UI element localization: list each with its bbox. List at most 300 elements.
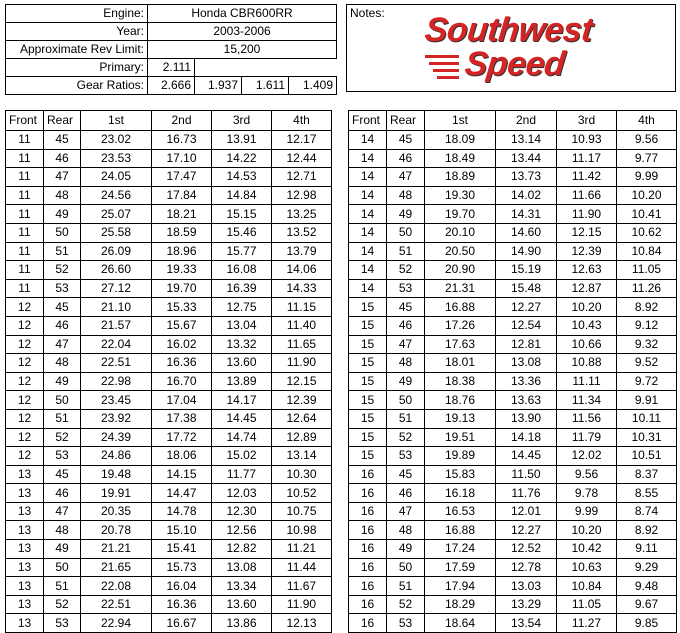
- table-cell: 52: [44, 428, 81, 447]
- table-cell: 53: [44, 447, 81, 466]
- table-cell: 13.14: [496, 131, 557, 150]
- right-header-row: [349, 111, 677, 131]
- table-cell: 52: [44, 261, 81, 280]
- table-cell: 11.77: [212, 465, 272, 484]
- table-cell: 9.85: [617, 614, 677, 633]
- table-cell: 48: [387, 354, 425, 373]
- table-cell: 26.60: [81, 261, 152, 280]
- table-cell: 11.05: [557, 595, 617, 614]
- table-row: [6, 428, 332, 447]
- table-cell: 11.40: [272, 316, 332, 335]
- table-cell: 11.34: [557, 391, 617, 410]
- table-row: [349, 223, 677, 242]
- table-row: [6, 540, 332, 559]
- table-cell: 11: [6, 149, 44, 168]
- table-row: [6, 372, 332, 391]
- table-cell: 15: [349, 447, 387, 466]
- table-cell: 21.21: [81, 540, 152, 559]
- table-cell: 16.36: [152, 354, 212, 373]
- table-cell: 49: [44, 205, 81, 224]
- table-cell: 13.08: [496, 354, 557, 373]
- table-row: [349, 261, 677, 280]
- table-cell: 13.29: [496, 595, 557, 614]
- table-cell: 47: [44, 168, 81, 187]
- table-cell: 17.84: [152, 186, 212, 205]
- table-cell: 51: [44, 242, 81, 261]
- table-cell: 12.56: [212, 521, 272, 540]
- table-cell: 14: [349, 279, 387, 298]
- table-cell: 46: [387, 149, 425, 168]
- table-cell: 46: [44, 484, 81, 503]
- table-cell: 9.67: [617, 595, 677, 614]
- southwest-speed-logo: [425, 13, 625, 89]
- table-cell: 10.43: [557, 316, 617, 335]
- table-cell: 13.03: [496, 577, 557, 596]
- table-cell: 52: [44, 595, 81, 614]
- table-cell: 18.38: [425, 372, 496, 391]
- table-row: [6, 186, 332, 205]
- table-cell: 50: [44, 558, 81, 577]
- table-cell: 13.86: [212, 614, 272, 633]
- table-cell: 9.77: [617, 149, 677, 168]
- table-cell: 12: [6, 298, 44, 317]
- table-cell: 52: [387, 261, 425, 280]
- table-cell: 15.77: [212, 242, 272, 261]
- table-row: [6, 149, 332, 168]
- table-cell: 45: [44, 298, 81, 317]
- table-cell: 12.03: [212, 484, 272, 503]
- table-cell: 22.94: [81, 614, 152, 633]
- table-cell: 11: [6, 279, 44, 298]
- table-cell: 19.30: [425, 186, 496, 205]
- table-cell: 8.74: [617, 502, 677, 521]
- table-cell: 15: [349, 316, 387, 335]
- spacer: [289, 59, 337, 77]
- table-cell: 14.22: [212, 149, 272, 168]
- table-row: [6, 298, 332, 317]
- table-cell: 17.94: [425, 577, 496, 596]
- table-cell: 12: [6, 372, 44, 391]
- table-cell: 51: [387, 577, 425, 596]
- engine-label: Engine:: [6, 5, 148, 23]
- table-cell: 15.73: [152, 558, 212, 577]
- table-cell: 9.56: [617, 131, 677, 150]
- table-cell: 20.78: [81, 521, 152, 540]
- table-cell: 12.52: [496, 540, 557, 559]
- table-cell: 11.42: [557, 168, 617, 187]
- logo-southwest-text: Southwest: [423, 11, 595, 49]
- table-cell: 16.36: [152, 595, 212, 614]
- table-cell: 16: [349, 502, 387, 521]
- table-cell: 50: [387, 223, 425, 242]
- table-cell: 12.81: [496, 335, 557, 354]
- table-cell: 47: [44, 335, 81, 354]
- table-cell: 11.90: [272, 595, 332, 614]
- table-cell: 46: [44, 316, 81, 335]
- table-cell: 10.98: [272, 521, 332, 540]
- table-cell: 14.53: [212, 168, 272, 187]
- table-cell: 14: [349, 261, 387, 280]
- table-cell: 12.15: [272, 372, 332, 391]
- table-cell: 12.39: [557, 242, 617, 261]
- table-cell: 15.10: [152, 521, 212, 540]
- table-cell: 10.75: [272, 502, 332, 521]
- table-cell: 19.91: [81, 484, 152, 503]
- table-cell: 18.96: [152, 242, 212, 261]
- table-cell: 17.26: [425, 316, 496, 335]
- table-cell: 9.72: [617, 372, 677, 391]
- table-row: [6, 168, 332, 187]
- table-row: [349, 372, 677, 391]
- table-cell: 14.18: [496, 428, 557, 447]
- table-cell: 12.44: [272, 149, 332, 168]
- table-row: [6, 409, 332, 428]
- table-cell: 18.09: [425, 131, 496, 150]
- table-cell: 19.51: [425, 428, 496, 447]
- table-cell: 12.64: [272, 409, 332, 428]
- table-cell: 19.48: [81, 465, 152, 484]
- notes-box: [346, 4, 676, 92]
- table-cell: 15.19: [496, 261, 557, 280]
- table-cell: 12: [6, 409, 44, 428]
- table-cell: 13: [6, 614, 44, 633]
- table-cell: 14.60: [496, 223, 557, 242]
- table-cell: 13.90: [496, 409, 557, 428]
- column-header: 1st: [425, 111, 496, 131]
- table-cell: 13.63: [496, 391, 557, 410]
- table-cell: 15: [349, 298, 387, 317]
- table-cell: 14.31: [496, 205, 557, 224]
- table-cell: 17.24: [425, 540, 496, 559]
- table-cell: 17.04: [152, 391, 212, 410]
- table-cell: 10.52: [272, 484, 332, 503]
- table-cell: 10.66: [557, 335, 617, 354]
- table-cell: 10.84: [557, 577, 617, 596]
- table-row: [349, 484, 677, 503]
- table-cell: 8.37: [617, 465, 677, 484]
- table-cell: 8.92: [617, 298, 677, 317]
- table-cell: 9.11: [617, 540, 677, 559]
- table-cell: 21.10: [81, 298, 152, 317]
- spacer: [195, 59, 242, 77]
- table-cell: 49: [44, 372, 81, 391]
- table-cell: 16.08: [212, 261, 272, 280]
- year-label: Year:: [6, 23, 148, 41]
- column-header: Rear: [44, 111, 81, 131]
- table-row: [349, 465, 677, 484]
- table-cell: 14.33: [272, 279, 332, 298]
- table-cell: 10.62: [617, 223, 677, 242]
- table-cell: 17.72: [152, 428, 212, 447]
- table-row: [349, 521, 677, 540]
- table-cell: 17.10: [152, 149, 212, 168]
- table-cell: 11.79: [557, 428, 617, 447]
- table-cell: 11: [6, 168, 44, 187]
- table-cell: 48: [387, 521, 425, 540]
- table-cell: 15.48: [496, 279, 557, 298]
- table-cell: 14.90: [496, 242, 557, 261]
- rev-limit-value: 15,200: [148, 41, 337, 59]
- table-cell: 16.70: [152, 372, 212, 391]
- table-cell: 12: [6, 335, 44, 354]
- table-cell: 45: [387, 131, 425, 150]
- table-cell: 13.04: [212, 316, 272, 335]
- table-cell: 9.56: [557, 465, 617, 484]
- table-cell: 12.27: [496, 298, 557, 317]
- table-cell: 11: [6, 131, 44, 150]
- table-cell: 10.20: [617, 186, 677, 205]
- gear-ratio-3: 1.611: [242, 77, 289, 95]
- table-cell: 12.71: [272, 168, 332, 187]
- table-cell: 52: [387, 595, 425, 614]
- table-cell: 16: [349, 558, 387, 577]
- table-cell: 16.88: [425, 298, 496, 317]
- table-cell: 20.10: [425, 223, 496, 242]
- table-cell: 9.78: [557, 484, 617, 503]
- table-cell: 16.73: [152, 131, 212, 150]
- table-cell: 48: [387, 186, 425, 205]
- table-cell: 13.52: [272, 223, 332, 242]
- table-cell: 23.53: [81, 149, 152, 168]
- table-cell: 15: [349, 391, 387, 410]
- spec-table: [5, 4, 337, 95]
- table-cell: 10.63: [557, 558, 617, 577]
- table-cell: 13: [6, 577, 44, 596]
- engine-value: Honda CBR600RR: [148, 5, 337, 23]
- table-row: [349, 540, 677, 559]
- table-cell: 10.30: [272, 465, 332, 484]
- table-cell: 52: [387, 428, 425, 447]
- table-cell: 14.02: [496, 186, 557, 205]
- table-cell: 19.70: [152, 279, 212, 298]
- table-cell: 10.42: [557, 540, 617, 559]
- table-cell: 13.54: [496, 614, 557, 633]
- table-cell: 16: [349, 595, 387, 614]
- table-cell: 22.04: [81, 335, 152, 354]
- table-row: [6, 484, 332, 503]
- table-cell: 46: [387, 316, 425, 335]
- table-row: [349, 409, 677, 428]
- table-cell: 16: [349, 465, 387, 484]
- table-cell: 21.57: [81, 316, 152, 335]
- table-cell: 12.82: [212, 540, 272, 559]
- table-cell: 11: [6, 223, 44, 242]
- table-cell: 18.64: [425, 614, 496, 633]
- table-cell: 19.89: [425, 447, 496, 466]
- column-header: Rear: [387, 111, 425, 131]
- column-header: Front: [6, 111, 44, 131]
- year-value: 2003-2006: [148, 23, 337, 41]
- table-cell: 13.32: [212, 335, 272, 354]
- table-cell: 11.05: [617, 261, 677, 280]
- table-cell: 12.13: [272, 614, 332, 633]
- table-cell: 18.76: [425, 391, 496, 410]
- table-cell: 48: [44, 186, 81, 205]
- table-cell: 13.79: [272, 242, 332, 261]
- table-cell: 13: [6, 465, 44, 484]
- table-cell: 26.09: [81, 242, 152, 261]
- table-cell: 50: [44, 223, 81, 242]
- table-cell: 11.67: [272, 577, 332, 596]
- table-cell: 14: [349, 186, 387, 205]
- table-cell: 17.38: [152, 409, 212, 428]
- table-cell: 16.39: [212, 279, 272, 298]
- table-cell: 21.31: [425, 279, 496, 298]
- table-row: [349, 279, 677, 298]
- notes-label: Notes:: [350, 6, 385, 20]
- table-row: [6, 261, 332, 280]
- table-cell: 9.52: [617, 354, 677, 373]
- table-cell: 18.06: [152, 447, 212, 466]
- table-cell: 20.35: [81, 502, 152, 521]
- table-row: [349, 502, 677, 521]
- table-row: [349, 558, 677, 577]
- table-row: [6, 354, 332, 373]
- table-cell: 46: [44, 149, 81, 168]
- table-row: [349, 186, 677, 205]
- table-cell: 13.44: [496, 149, 557, 168]
- table-cell: 13.34: [212, 577, 272, 596]
- table-row: [6, 242, 332, 261]
- table-cell: 16.18: [425, 484, 496, 503]
- table-cell: 53: [387, 279, 425, 298]
- table-row: [349, 391, 677, 410]
- table-cell: 14: [349, 223, 387, 242]
- table-cell: 13: [6, 595, 44, 614]
- table-row: [349, 205, 677, 224]
- table-cell: 14: [349, 205, 387, 224]
- column-header: 2nd: [152, 111, 212, 131]
- table-cell: 11.44: [272, 558, 332, 577]
- table-cell: 13.73: [496, 168, 557, 187]
- table-cell: 16: [349, 484, 387, 503]
- table-cell: 12.75: [212, 298, 272, 317]
- table-cell: 46: [387, 484, 425, 503]
- table-cell: 23.45: [81, 391, 152, 410]
- table-row: [349, 354, 677, 373]
- table-cell: 15.15: [212, 205, 272, 224]
- table-row: [349, 595, 677, 614]
- table-row: [6, 521, 332, 540]
- table-cell: 13.60: [212, 354, 272, 373]
- table-cell: 12.17: [272, 131, 332, 150]
- table-cell: 12.30: [212, 502, 272, 521]
- table-cell: 16.53: [425, 502, 496, 521]
- table-cell: 8.55: [617, 484, 677, 503]
- table-cell: 21.65: [81, 558, 152, 577]
- table-cell: 17.47: [152, 168, 212, 187]
- table-row: [6, 614, 332, 633]
- gear-ratios-label: Gear Ratios:: [6, 77, 148, 95]
- table-cell: 14: [349, 242, 387, 261]
- table-row: [6, 391, 332, 410]
- table-cell: 14.45: [212, 409, 272, 428]
- table-cell: 10.11: [617, 409, 677, 428]
- logo-speed-text: Speed: [463, 45, 567, 83]
- gear-ratio-1: 2.666: [148, 77, 195, 95]
- table-row: [6, 335, 332, 354]
- table-row: [349, 168, 677, 187]
- table-cell: 12.78: [496, 558, 557, 577]
- table-row: [349, 447, 677, 466]
- table-cell: 13.89: [212, 372, 272, 391]
- table-cell: 16.88: [425, 521, 496, 540]
- table-cell: 16.02: [152, 335, 212, 354]
- table-row: [6, 205, 332, 224]
- table-cell: 10.84: [617, 242, 677, 261]
- table-cell: 18.29: [425, 595, 496, 614]
- table-cell: 13.25: [272, 205, 332, 224]
- table-cell: 49: [44, 540, 81, 559]
- table-row: [349, 131, 677, 150]
- table-cell: 12.87: [557, 279, 617, 298]
- table-cell: 49: [387, 205, 425, 224]
- table-cell: 15: [349, 354, 387, 373]
- table-row: [6, 577, 332, 596]
- left-header-row: [6, 111, 332, 131]
- table-cell: 9.99: [617, 168, 677, 187]
- table-cell: 9.91: [617, 391, 677, 410]
- table-cell: 24.86: [81, 447, 152, 466]
- table-row: [349, 428, 677, 447]
- table-cell: 13.08: [212, 558, 272, 577]
- table-cell: 18.89: [425, 168, 496, 187]
- table-cell: 10.88: [557, 354, 617, 373]
- table-cell: 15.46: [212, 223, 272, 242]
- table-cell: 9.29: [617, 558, 677, 577]
- table-cell: 45: [387, 465, 425, 484]
- table-cell: 11.90: [557, 205, 617, 224]
- table-cell: 14.15: [152, 465, 212, 484]
- column-header: Front: [349, 111, 387, 131]
- table-cell: 12: [6, 316, 44, 335]
- table-row: [6, 279, 332, 298]
- column-header: 3rd: [212, 111, 272, 131]
- table-cell: 18.59: [152, 223, 212, 242]
- table-cell: 14: [349, 131, 387, 150]
- table-cell: 50: [387, 558, 425, 577]
- table-row: [349, 335, 677, 354]
- table-cell: 14.78: [152, 502, 212, 521]
- table-cell: 23.92: [81, 409, 152, 428]
- table-cell: 12.02: [557, 447, 617, 466]
- table-cell: 20.90: [425, 261, 496, 280]
- table-cell: 11.90: [272, 354, 332, 373]
- table-cell: 12.54: [496, 316, 557, 335]
- table-cell: 11.21: [272, 540, 332, 559]
- table-cell: 16: [349, 614, 387, 633]
- table-cell: 18.01: [425, 354, 496, 373]
- table-cell: 48: [44, 354, 81, 373]
- column-header: 2nd: [496, 111, 557, 131]
- table-row: [6, 447, 332, 466]
- table-cell: 15.41: [152, 540, 212, 559]
- table-cell: 13: [6, 540, 44, 559]
- table-cell: 13: [6, 521, 44, 540]
- table-cell: 15: [349, 372, 387, 391]
- table-cell: 27.12: [81, 279, 152, 298]
- table-cell: 14.45: [496, 447, 557, 466]
- table-cell: 8.92: [617, 521, 677, 540]
- table-cell: 14.84: [212, 186, 272, 205]
- table-cell: 45: [387, 298, 425, 317]
- left-ratio-table: [5, 110, 332, 633]
- table-cell: 12.01: [496, 502, 557, 521]
- table-cell: 15: [349, 335, 387, 354]
- table-cell: 22.51: [81, 354, 152, 373]
- column-header: 3rd: [557, 111, 617, 131]
- table-row: [349, 316, 677, 335]
